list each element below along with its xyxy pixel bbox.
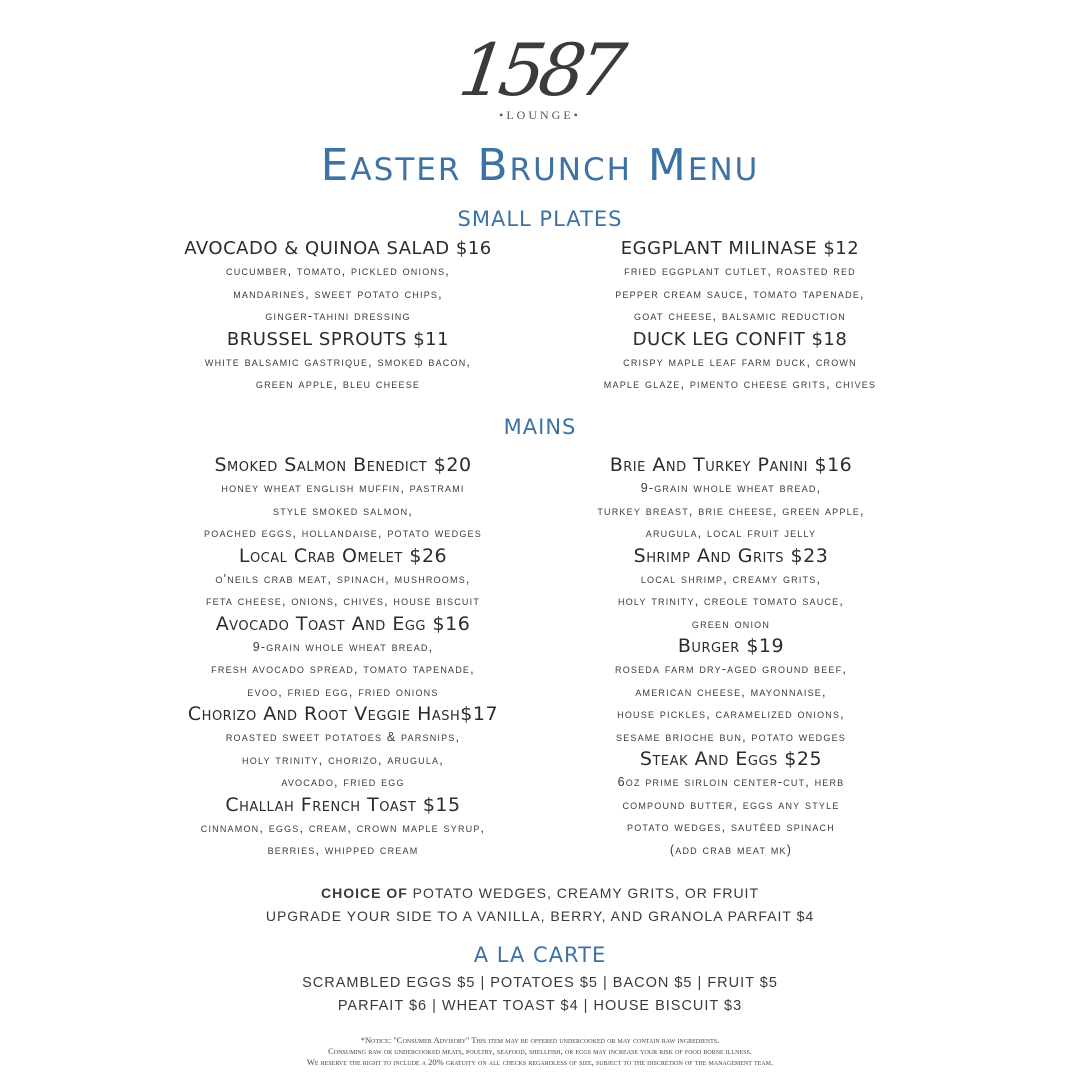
item-name: Smoked Salmon Benedict $20 — [214, 454, 472, 476]
item-description: house pickles, caramelized onions, — [617, 707, 845, 721]
item-description: crispy maple leaf farm duck, crown — [623, 354, 857, 369]
item-description: cucumber, tomato, pickled onions, — [226, 264, 450, 278]
menu-title: Easter Brunch Menu — [320, 140, 760, 191]
item-name: Brie And Turkey Panini $16 — [609, 454, 853, 476]
item-description: (add crab meat mk) — [669, 842, 793, 857]
item-description: pepper cream sauce, tomato tapenade, — [615, 286, 865, 301]
small-plates-left-column — [150, 237, 526, 396]
item-name: Burger $19 — [677, 635, 785, 657]
item-description: compound butter, eggs any style — [622, 797, 840, 812]
item-name: Shrimp And Grits $23 — [633, 544, 829, 567]
mains-right-column — [550, 454, 912, 861]
item-description: green onion — [691, 616, 771, 631]
item-description: sesame brioche bun, potato wedges — [616, 729, 846, 744]
item-description: holy trinity, chorizo, arugula, — [242, 752, 444, 767]
item-description: maple glaze, pimento cheese grits, chives — [603, 377, 877, 391]
item-name: AVOCADO & QUINOA SALAD $16 — [184, 238, 492, 259]
section-header-a-la-carte: A LA CARTE — [473, 943, 607, 967]
item-description: potato wedges, sautéed spinach — [627, 820, 835, 834]
logo-number: 1587 — [454, 28, 626, 112]
item-description: 9-grain whole wheat bread, — [252, 639, 434, 654]
consumer-advisory-notice — [0, 1035, 1080, 1068]
item-name: Steak And Eggs $25 — [639, 748, 823, 770]
section-header-mains: MAINS — [503, 415, 577, 439]
item-description: honey wheat english muffin, pastrami — [221, 481, 465, 495]
item-description: style smoked salmon, — [273, 503, 413, 518]
notice-line: *Notice: "Consumer Advisory" This item may be offered undercooked or may contain raw ingredients. — [360, 1035, 720, 1045]
a-la-carte-line: PARFAIT $6 | WHEAT TOAST $4 | HOUSE BISCUIT $3 — [337, 998, 743, 1014]
choice-line — [0, 882, 1080, 905]
item-description: fresh avocado spread, tomato tapenade, — [211, 662, 475, 676]
a-la-carte-line: SCRAMBLED EGGS $5 | POTATOES $5 | BACON $5 | FRUIT $5 — [302, 975, 778, 991]
item-name: Chorizo And Root Veggie Hash$17 — [187, 703, 499, 725]
item-description: berries, whipped cream — [267, 843, 419, 857]
item-description: local shrimp, creamy grits, — [640, 571, 822, 586]
item-description: evoo, fried egg, fried onions — [247, 684, 439, 699]
item-description: turkey breast, brie cheese, green apple, — [597, 503, 865, 518]
item-description: mandarines, sweet potato chips, — [233, 286, 443, 301]
item-name: BRUSSEL SPROUTS $11 — [226, 328, 450, 350]
item-description: avocado, fried egg — [281, 775, 405, 789]
item-name: Challah French Toast $15 — [225, 793, 461, 816]
item-description: 6oz prime sirloin center-cut, herb — [617, 775, 845, 789]
notice-line: We reserve the right to include a 20% gratuity on all checks regardless of size, subject to the discretion of the management team. — [306, 1057, 774, 1067]
item-description: goat cheese, balsamic reduction — [634, 309, 846, 323]
item-description: feta cheese, onions, chives, house biscuit — [205, 594, 481, 608]
item-description: cinnamon, eggs, cream, crown maple syrup, — [200, 820, 486, 835]
item-description: arugula, local fruit jelly — [645, 526, 817, 540]
item-description: holy trinity, creole tomato sauce, — [618, 594, 844, 608]
item-description: fried eggplant cutlet, roasted red — [624, 264, 856, 278]
choice-label: CHOICE OF — [321, 885, 408, 901]
item-description: white balsamic gastrique, smoked bacon, — [204, 354, 472, 369]
small-plates-right-column — [550, 237, 930, 396]
item-description: ginger-tahini dressing — [265, 309, 411, 323]
item-description: 9-grain whole wheat bread, — [640, 481, 822, 495]
lounge-logo — [0, 30, 1080, 123]
item-name: DUCK LEG CONFIT $18 — [632, 328, 848, 350]
item-description: roseda farm dry-aged ground beef, — [615, 662, 847, 676]
logo-subtitle: •LOUNGE• — [499, 108, 581, 122]
item-name: Avocado Toast And Egg $16 — [215, 612, 471, 635]
upgrade-line: UPGRADE YOUR SIDE TO A VANILLA, BERRY, AND GRANOLA PARFAIT $4 — [265, 908, 815, 924]
section-header-small-plates: SMALL PLATES — [457, 207, 623, 231]
item-description: o'neils crab meat, spinach, mushrooms, — [215, 571, 471, 586]
item-name: EGGPLANT MILINASE $12 — [620, 238, 860, 259]
item-description: poached eggs, hollandaise, potato wedges — [204, 526, 482, 540]
sides-choice — [0, 882, 1080, 928]
mains-left-column — [150, 454, 536, 862]
choice-options: POTATO WEDGES, CREAMY GRITS, OR FRUIT — [407, 885, 759, 901]
item-name: Local Crab Omelet $26 — [238, 544, 448, 567]
item-description: green apple, bleu cheese — [255, 377, 421, 391]
item-description: roasted sweet potatoes & parsnips, — [225, 730, 461, 744]
item-description: american cheese, mayonnaise, — [635, 684, 827, 699]
notice-line: Consuming raw or undercooked meats, poultry, seafood, shellfish, or eggs may increase your risk of food borne illness. — [328, 1046, 752, 1056]
